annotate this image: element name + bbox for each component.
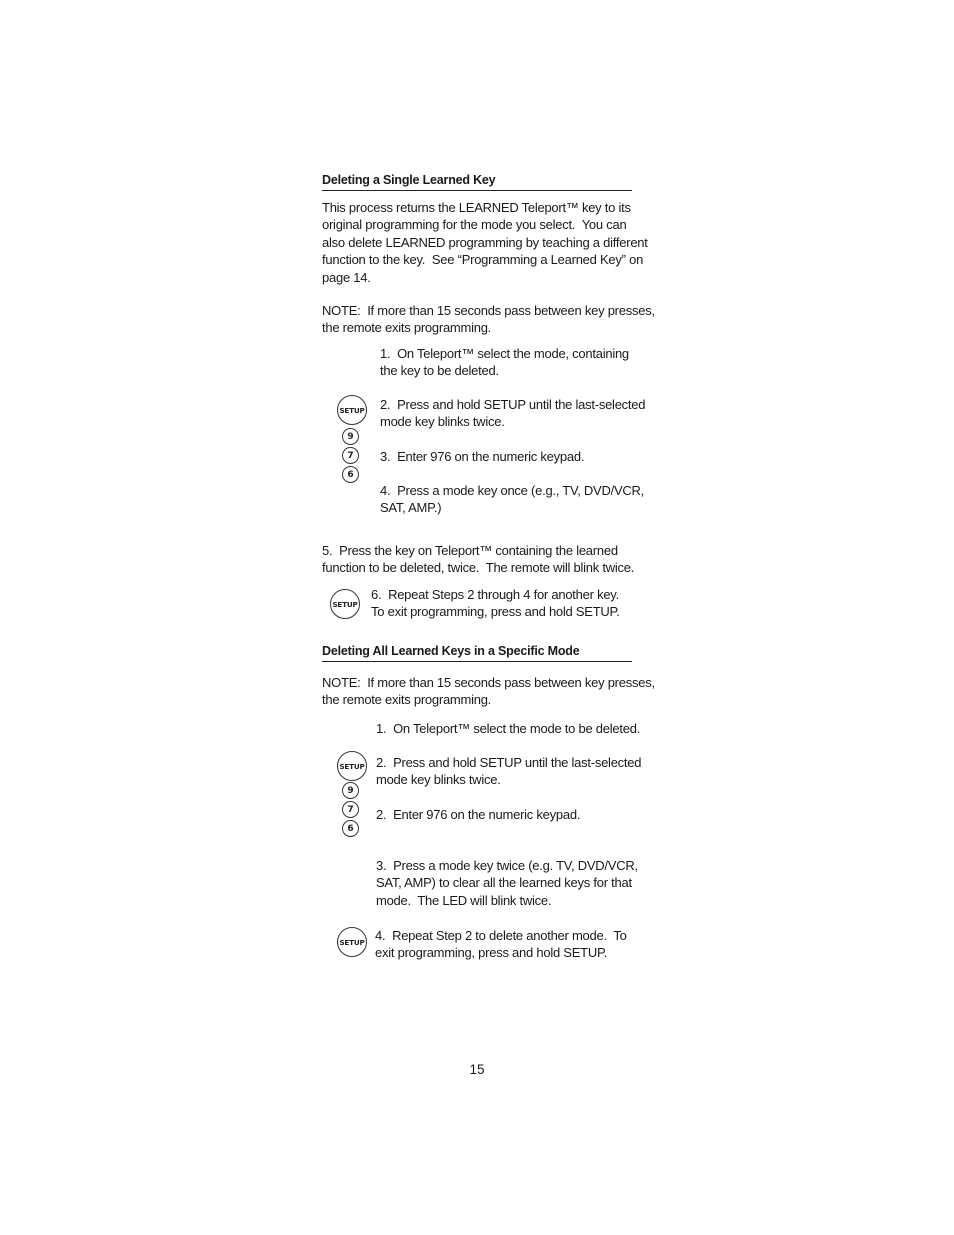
section-heading-all-keys: Deleting All Learned Keys in a Specific Mode (322, 643, 632, 662)
step-1: 1. On Teleport™ select the mode to be deleted. (376, 721, 641, 736)
digit-7-key-icon: 7 (342, 447, 359, 464)
step-2: 2. Press and hold SETUP until the last-selected mode key blinks twice. (380, 397, 646, 430)
note-paragraph: NOTE: If more than 15 seconds pass between key presses, the remote exits programming. (322, 675, 655, 708)
step-5: 5. Press the key on Teleport™ containing the learned function to be deleted, twice. The remote will blink twice. (322, 543, 635, 576)
step-3: 3. Enter 976 on the numeric keypad. (380, 449, 585, 464)
setup-key-icon: SETUP (330, 589, 360, 619)
setup-key-icon: SETUP (337, 927, 367, 957)
step-6: 6. Repeat Steps 2 through 4 for another key. To exit programming, press and hold SETUP. (371, 587, 620, 620)
step-4: 4. Press a mode key once (e.g., TV, DVD/VCR, SAT, AMP.) (380, 483, 645, 516)
digit-6-key-icon: 6 (342, 466, 359, 483)
setup-key-icon: SETUP (337, 395, 367, 425)
step-1: 1. On Teleport™ select the mode, containing the key to be deleted. (380, 346, 629, 379)
digit-7-key-icon: 7 (342, 801, 359, 818)
section-heading-single-key: Deleting a Single Learned Key (322, 172, 632, 191)
step-4: 4. Repeat Step 2 to delete another mode. To exit programming, press and hold SETUP. (375, 928, 627, 961)
digit-9-key-icon: 9 (342, 428, 359, 445)
digit-9-key-icon: 9 (342, 782, 359, 799)
page-number: 15 (469, 1062, 485, 1077)
note-paragraph: NOTE: If more than 15 seconds pass between key presses, the remote exits programming. (322, 303, 655, 336)
intro-paragraph: This process returns the LEARNED Teleport™ key to its original programming for the mode you select. You can also delete LEARNED programming by teaching a different function to the key. See “Programming a Learned Key” on page 14. (322, 200, 648, 285)
step-2: 2. Press and hold SETUP until the last-selected mode key blinks twice. (376, 755, 642, 788)
digit-6-key-icon: 6 (342, 820, 359, 837)
setup-key-icon: SETUP (337, 751, 367, 781)
step-3: 3. Press a mode key twice (e.g. TV, DVD/VCR, SAT, AMP) to clear all the learned keys for that mode. The LED will blink twice. (376, 858, 638, 908)
step-2-enter: 2. Enter 976 on the numeric keypad. (376, 807, 581, 822)
